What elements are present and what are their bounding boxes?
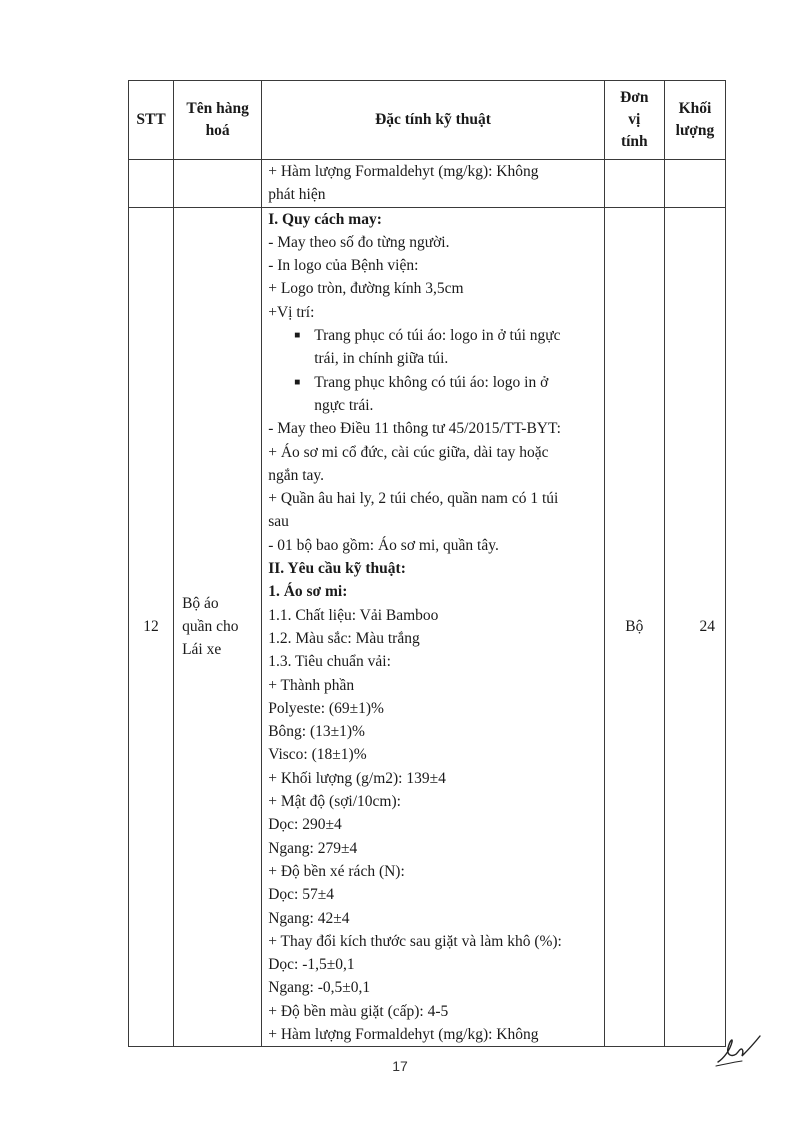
section2-title: II. Yêu cầu kỹ thuật: [268, 560, 406, 578]
header-spec: Đặc tính kỹ thuật [262, 81, 605, 160]
spec-table [128, 80, 726, 1047]
row-item-name: Bộ áo quần cho Lái xe [174, 207, 262, 1047]
header-row [129, 81, 726, 160]
row-spec: I. Quy cách may: - May theo số đo từng người. - In logo của Bệnh viện: + Logo tròn, đường kính 3,5cm +Vị trí: ■ Trang phục có túi áo: logo in ở túi ngực trái, in chính giữa túi. ■ Trang phục không có túi áo: logo in ở ngực trái. - May theo Điều 11 thông tư 45/2015/TT-BYT: + Áo sơ mi cổ đức, cài cúc giữa, dài tay hoặc ngắn tay. + Quần âu hai ly, 2 túi chéo, quần nam có 1 túi sau - 01 bộ bao gồm: Áo sơ mi, quần tây. II. Yêu cầu kỹ thuật: 1. Áo sơ mi: 1.1. Chất liệu: Vải Bamboo 1.2. Màu sắc: Màu trắng 1.3. Tiêu chuẩn vải: + Thành phần Polyeste: (69±1)% Bông: (13±1)% Visco: (18±1)% + Khối lượng (g/m2): 139±4 + Mật độ (sợi/10cm): Dọc: 290±4 Ngang: 279±4 + Độ bền xé rách (N): Dọc: 57±4 Ngang: 42±4 + Thay đổi kích thước sau giặt và làm khô (%): Dọc: -1,5±0,1 Ngang: -0,5±0,1 + Độ bền màu giặt (cấp): 4-5 + Hàm lượng Formaldehyt (mg/kg): Không [262, 207, 605, 1047]
section1-title: I. Quy cách may: [268, 210, 382, 228]
row-unit: Bộ [604, 207, 664, 1047]
continued-spec: + Hàm lượng Formaldehyt (mg/kg): Không phát hiện [262, 160, 605, 208]
bullet-item: ■ Trang phục không có túi áo: logo in ở ngực trái. [268, 371, 600, 418]
table-row [129, 207, 726, 1047]
square-bullet-icon: ■ [294, 376, 301, 388]
header-qty: Khối lượng [664, 81, 725, 160]
header-stt: STT [129, 81, 174, 160]
page-number: 17 [392, 1058, 408, 1074]
continued-row [129, 160, 726, 208]
row-qty: 24 [664, 207, 725, 1047]
subsection1-title: 1. Áo sơ mi: [268, 583, 348, 601]
square-bullet-icon: ■ [294, 330, 301, 342]
signature-initials-icon [712, 1028, 764, 1070]
row-stt: 12 [129, 207, 174, 1047]
header-unit: Đơn vị tính [604, 81, 664, 160]
header-name: Tên hàng hoá [174, 81, 262, 160]
bullet-item: ■ Trang phục có túi áo: logo in ở túi ngực trái, in chính giữa túi. [268, 324, 600, 371]
